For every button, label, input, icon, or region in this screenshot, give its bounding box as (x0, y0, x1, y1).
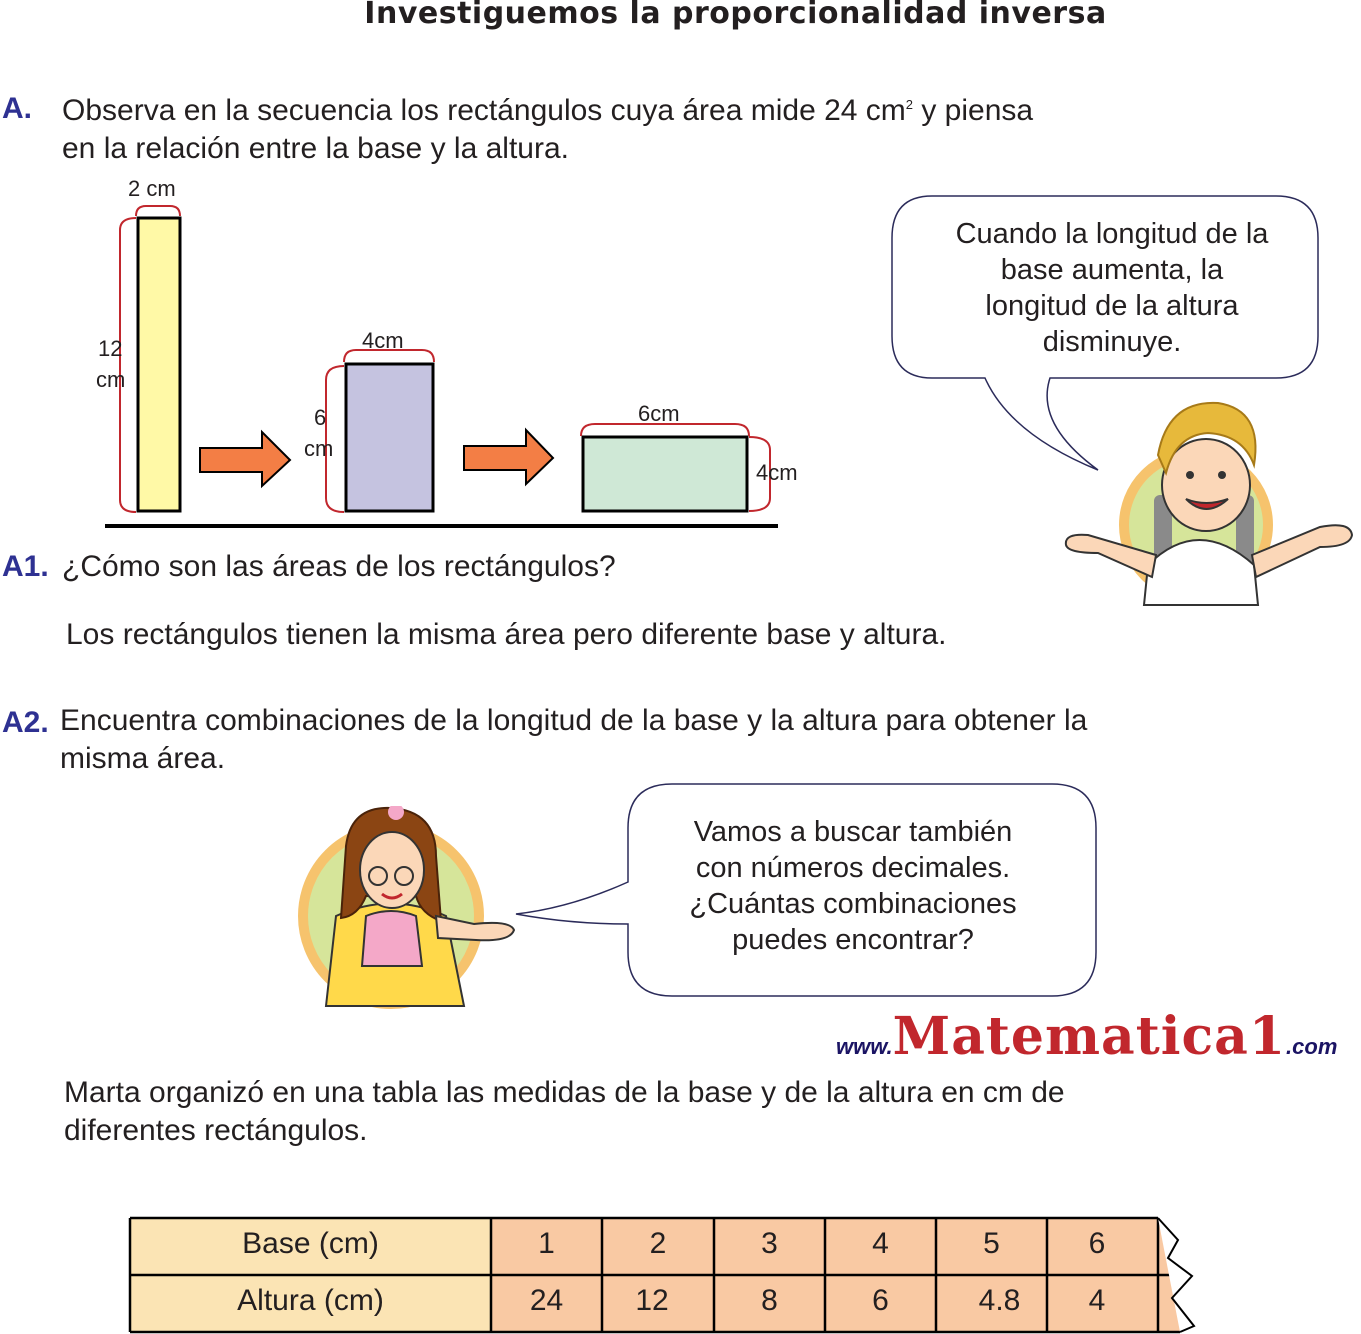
bubble1-text (902, 216, 1322, 360)
table-cell-base: 6 (1088, 1227, 1106, 1260)
a2-text (60, 702, 1087, 778)
rect3-height-label: 4cm (756, 460, 798, 485)
bubble2-text (628, 814, 1078, 958)
section-a-label: A. (2, 92, 32, 125)
a1-question: ¿Cómo son las áreas de los rectángulos? (62, 550, 616, 583)
rect1-height-value: 12 (98, 336, 123, 361)
rectangles-diagram (0, 170, 820, 540)
table-header-altura: Altura (cm) (237, 1284, 384, 1317)
rect1-height-unit: cm (96, 367, 126, 392)
section-a-line1-end: y piensa (913, 94, 1034, 127)
table-cell-altura: 12 (635, 1284, 669, 1317)
section-a-line1: Observa en la secuencia los rectángulos cuya área mide 24 cm (62, 94, 906, 127)
bubble1-line: disminuye. (1042, 326, 1182, 358)
rectangle-medium (346, 364, 433, 511)
bubble1-line: longitud de la altura (985, 290, 1239, 322)
section-a-line2: en la relación entre la base y la altura. (62, 132, 569, 165)
marta-line1: Marta organizó en una tabla las medidas de la base y de la altura en cm de (64, 1076, 1065, 1109)
squared-superscript: 2 (905, 97, 914, 112)
bubble2-line: ¿Cuántas combinaciones (689, 888, 1017, 920)
logo-name: Matematica1 (892, 1006, 1287, 1067)
bubble2-line: puedes encontrar? (732, 924, 974, 956)
bracket-base-1 (136, 206, 180, 216)
table-cell-altura: 24 (529, 1284, 564, 1317)
rect2-base-label: 4cm (362, 328, 404, 353)
rect1-base-label: 2 cm (128, 176, 176, 201)
marta-paragraph (64, 1074, 1065, 1150)
a2-label: A2. (2, 706, 49, 739)
logo-prefix: www. (836, 1034, 893, 1059)
rectangle-tall (138, 218, 180, 511)
section-a-text (62, 86, 1033, 168)
table-cell-base: 4 (872, 1227, 889, 1260)
bubble1-line: Cuando la longitud de la (955, 218, 1269, 250)
table-cell-base: 1 (538, 1227, 555, 1260)
rect3-base-label: 6cm (638, 401, 680, 426)
table-cell-base: 3 (761, 1227, 778, 1260)
table-cell-altura: 8 (761, 1284, 778, 1317)
boy-character-illustration (1058, 395, 1361, 610)
bubble1-line: base aumenta, la (1000, 254, 1224, 286)
table-cell-base: 5 (983, 1227, 1000, 1260)
girl-character-illustration (296, 806, 522, 1011)
table-cell-altura: 4.8 (978, 1284, 1021, 1317)
a2-line1: Encuentra combinaciones de la longitud de la base y la altura para obtener la (60, 704, 1088, 737)
a1-answer: Los rectángulos tienen la misma área pero diferente base y altura. (66, 618, 947, 651)
site-logo (836, 1006, 1337, 1067)
table-cell-altura: 4 (1088, 1284, 1106, 1317)
table-header-base: Base (cm) (242, 1227, 379, 1260)
table-cell-altura: 6 (872, 1284, 889, 1317)
table-cell-base: 2 (649, 1227, 667, 1260)
page-title: Investiguemos la proporcionalidad inversa (364, 0, 1107, 31)
marta-line2: diferentes rectángulos. (64, 1114, 368, 1147)
arrow-right-icon (464, 430, 553, 484)
a2-line2: misma área. (60, 742, 226, 775)
bracket-height-1 (120, 218, 136, 512)
rect2-height-value: 6 (314, 405, 327, 430)
logo-suffix: .com (1286, 1034, 1338, 1059)
rect2-height-unit: cm (304, 436, 334, 461)
a1-label: A1. (2, 550, 49, 583)
rectangle-wide (583, 437, 747, 511)
bubble2-line: Vamos a buscar también (693, 816, 1013, 848)
bubble2-line: con números decimales. (695, 852, 1011, 884)
arrow-right-icon (200, 432, 290, 486)
